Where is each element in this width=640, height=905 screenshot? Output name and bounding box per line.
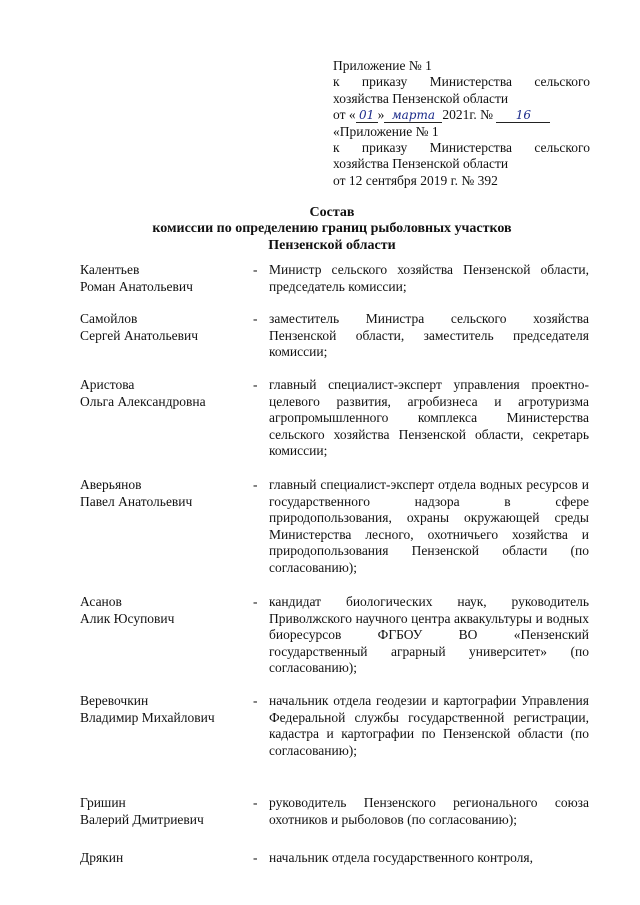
member-role: руководитель Пензенского регионального союза охотников и рыболовов (по согласованию); bbox=[269, 795, 589, 827]
member-name bbox=[80, 795, 250, 828]
member-name bbox=[80, 850, 250, 867]
member-dash: - bbox=[253, 477, 258, 492]
member-given-names: Владимир Михайлович bbox=[80, 709, 215, 725]
member-surname: Калентьев bbox=[80, 262, 140, 277]
member-role: Министр сельского хозяйства Пензенской области, председатель комиссии; bbox=[269, 262, 589, 294]
member-dash: - bbox=[253, 850, 258, 865]
member-name bbox=[80, 311, 250, 344]
member-surname: Асанов bbox=[80, 594, 122, 609]
heading-region: Пензенской области bbox=[268, 237, 396, 253]
member-dash: - bbox=[253, 594, 258, 609]
member-given-names: Алик Юсупович bbox=[80, 610, 175, 626]
member-dash: - bbox=[253, 377, 258, 392]
member-given-names: Сергей Анатольевич bbox=[80, 327, 199, 343]
member-dash: - bbox=[253, 311, 258, 326]
document-heading bbox=[0, 205, 640, 254]
member-name bbox=[80, 377, 250, 410]
member-role: кандидат биологических наук, руководитель Приволжского научного центра аквакультуры и водных биоресурсов ФГБОУ ВО «Пензенский государственный аграрный университет» (по согласованию); bbox=[269, 594, 589, 676]
date-quote-close: » bbox=[377, 107, 385, 123]
member-surname: Аверьянов bbox=[80, 477, 142, 492]
heading-title: Состав bbox=[309, 205, 355, 220]
sub-annex-title: «Приложение № 1 bbox=[333, 123, 439, 139]
member-name bbox=[80, 262, 250, 295]
sub-annex-order-line: к приказу Министерства сельского bbox=[333, 140, 590, 156]
member-name bbox=[80, 477, 250, 510]
handwritten-day: 01 bbox=[356, 109, 378, 123]
member-name bbox=[80, 693, 250, 726]
annex-order-line: к приказу Министерства сельского bbox=[333, 74, 590, 90]
member-dash: - bbox=[253, 795, 258, 810]
date-year: 2021г. № bbox=[442, 107, 494, 123]
heading-subtitle: комиссии по определению границ рыболовных участков bbox=[152, 221, 512, 237]
member-surname: Самойлов bbox=[80, 311, 138, 326]
member-role: главный специалист-эксперт управления проектно-целевого развития, агробизнеса и агротуризма агропромышленного комплекса Министерства сельского хозяйства Пензенской области, секретарь комиссии; bbox=[269, 377, 589, 459]
member-role: начальник отдела геодезии и картографии Управления Федеральной службы государственной регистрации, кадастра и картографии по Пензенской области (по согласованию); bbox=[269, 693, 589, 758]
member-given-names: Валерий Дмитриевич bbox=[80, 811, 204, 827]
member-given-names: Ольга Александровна bbox=[80, 393, 206, 409]
annex-title: Приложение № 1 bbox=[333, 58, 432, 73]
annex-ministry-line: хозяйства Пензенской области bbox=[333, 90, 509, 106]
sub-annex-date-line: от 12 сентября 2019 г. № 392 bbox=[333, 172, 498, 188]
member-role: заместитель Министра сельского хозяйства Пензенской области, заместитель председателя комиссии; bbox=[269, 311, 589, 360]
member-role: главный специалист-эксперт отдела водных ресурсов и государственного надзора в сфере природопользования, охраны окружающей среды Министерства лесного, охотничьего хозяйства и природопользования Пензенской области (по согласованию); bbox=[269, 477, 589, 575]
sub-annex-ministry-line: хозяйства Пензенской области bbox=[333, 156, 509, 172]
member-surname: Гришин bbox=[80, 795, 126, 810]
date-prefix: от « bbox=[333, 107, 356, 123]
member-given-names: Роман Анатольевич bbox=[80, 278, 193, 294]
handwritten-month: марта bbox=[384, 109, 442, 123]
annex-date-line bbox=[333, 107, 590, 123]
member-given-names: Павел Анатольевич bbox=[80, 493, 193, 509]
member-role: начальник отдела государственного контроля, bbox=[269, 850, 533, 865]
member-name bbox=[80, 594, 250, 627]
handwritten-order-number: 16 bbox=[496, 109, 550, 123]
member-surname: Аристова bbox=[80, 377, 135, 392]
member-dash: - bbox=[253, 693, 258, 708]
member-dash: - bbox=[253, 262, 258, 277]
member-surname: Дрякин bbox=[80, 850, 124, 865]
member-surname: Веревочкин bbox=[80, 693, 149, 708]
annex-header bbox=[333, 58, 590, 189]
